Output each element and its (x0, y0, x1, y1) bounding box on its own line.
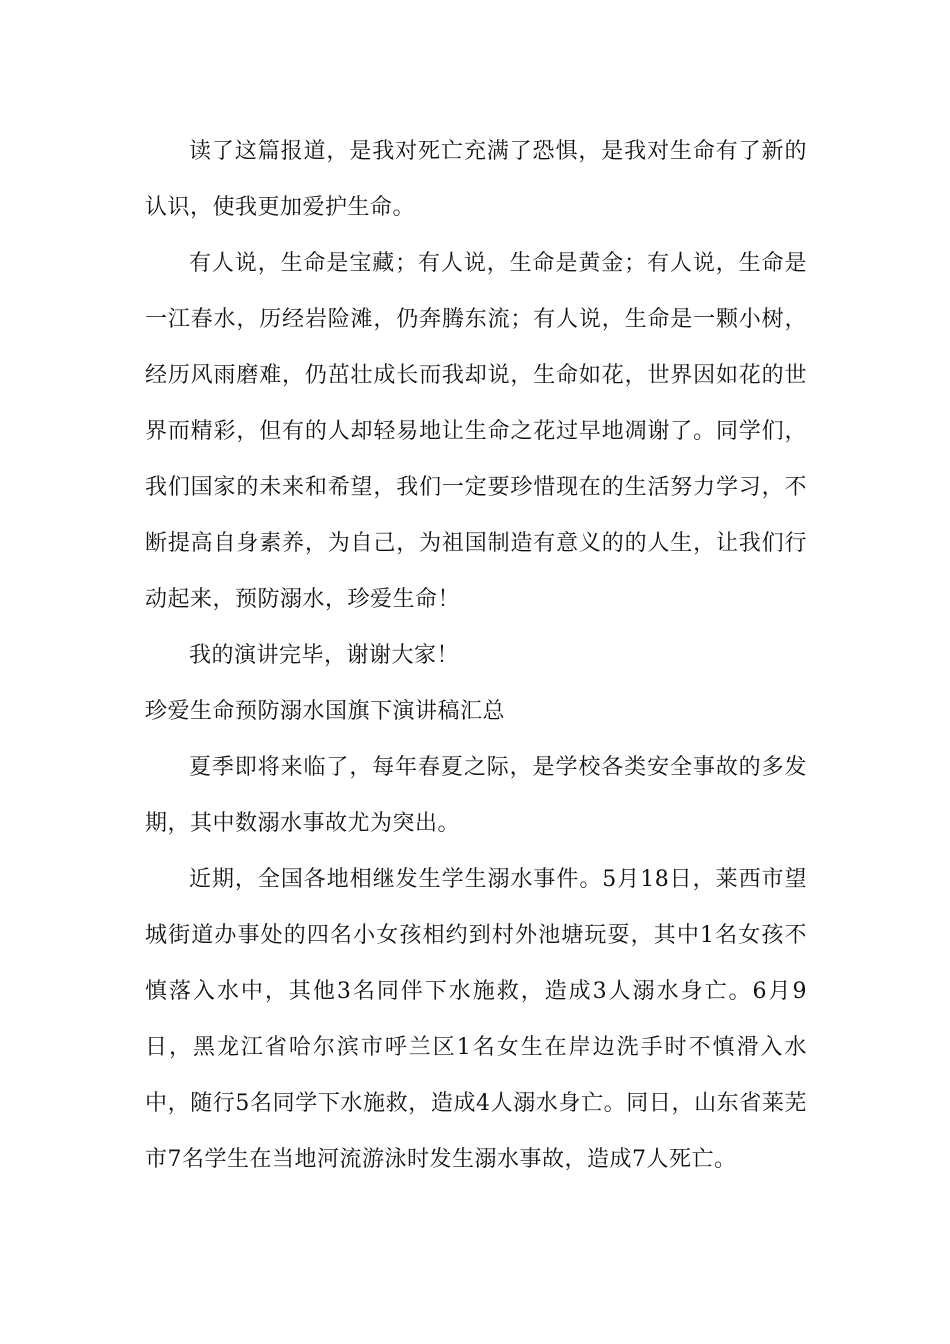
paragraph-summer-intro: 夏季即将来临了，每年春夏之际，是学校各类安全事故的多发期，其中数溺水事故尤为突出。 (145, 755, 807, 836)
paragraph-life-metaphors: 有人说，生命是宝藏；有人说，生命是黄金；有人说，生命是一江春水，历经岩险滩，仍奔腾东流；有人说，生命是一颗小树，经历风雨磨难，仍茁壮成长而我却说，生命如花，世界因如花的世界而精彩，但有的人却轻易地让生命之花过早地凋谢了。同学们，我们国家的未来和希望，我们一定要珍惜现在的生活努力学习，不断提高自身素养，为自己，为祖国制造有意义的的人生，让我们行动起来，预防溺水，珍爱生命！ (145, 251, 807, 612)
section-heading: 珍爱生命预防溺水国旗下演讲稿汇总 (145, 699, 506, 724)
paragraph-closing: 我的演讲完毕，谢谢大家！ (189, 643, 460, 668)
paragraph-reflection: 读了这篇报道，是我对死亡充满了恐惧，是我对生命有了新的认识，使我更加爱护生命。 (145, 139, 807, 220)
paragraph-drowning-incidents: 近期，全国各地相继发生学生溺水事件。5月18日，莱西市望城街道办事处的四名小女孩相约到村外池塘玩耍，其中1名女孩不慎落入水中，其他3名同伴下水施救，造成3人溺水身亡。6月9日，黑龙江省哈尔滨市呼兰区1名女生在岸边洗手时不慎滑入水中，随行5名同学下水施救，造成4人溺水身亡。同日，山东省莱芜市7名学生在当地河流游泳时发生溺水事故，造成7人死亡。 (145, 867, 807, 1172)
document-body (145, 124, 807, 1188)
